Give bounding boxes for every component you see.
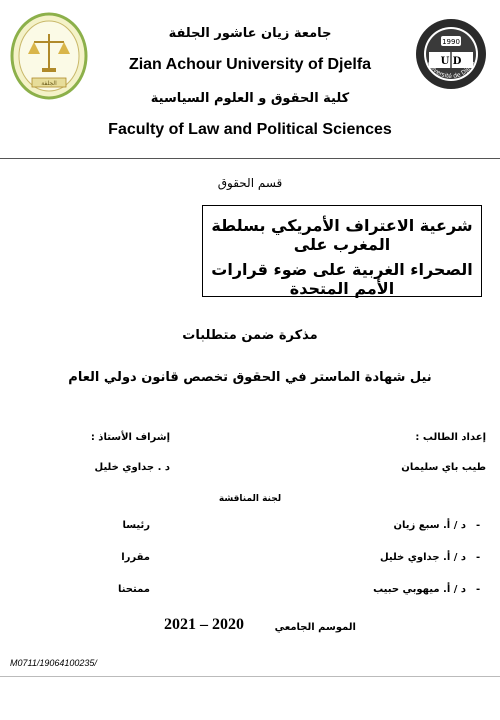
faculty-emblem-logo	[10, 12, 88, 100]
academic-year-label: الموسم الجامعي	[274, 622, 356, 633]
seal-letters-text: U D	[440, 56, 462, 67]
student-name: طيب باي سليمان	[401, 462, 486, 473]
university-name-arabic: جامعة زيان عاشور الجلفة	[168, 26, 332, 41]
committee-member-row	[0, 552, 500, 572]
committee-member-role: ممتحنا	[117, 584, 150, 595]
footer-divider	[0, 676, 500, 677]
thesis-title-line-1: شرعية الاعتراف الأمريكي بسلطة المغرب على	[211, 216, 473, 254]
document-reference: M0711/19064100235/	[10, 658, 97, 668]
university-seal-logo	[415, 18, 487, 90]
committee-bullet: -	[476, 584, 481, 595]
student-label: إعداد الطالب :	[415, 432, 486, 443]
committee-member-name: د / أ. جداوي خليل	[379, 552, 466, 563]
committee-member-role: رئيسا	[122, 520, 150, 531]
university-name-english: Zian Achour University of Djelfa	[128, 56, 372, 73]
committee-title: لجنة المناقشة	[218, 494, 282, 504]
faculty-name-arabic: كلية الحقوق و العلوم السياسية	[150, 91, 350, 106]
committee-bullet: -	[476, 520, 481, 531]
degree-statement: نيل شهادة الماستر في الحقوق تخصص قانون دولي العام	[68, 370, 432, 385]
committee-member-role: مقررا	[121, 552, 150, 563]
supervisor-label: إشراف الأستاذ :	[90, 432, 170, 443]
seal-year-text: 1990	[442, 38, 460, 46]
memo-type: مذكرة ضمن متطلبات	[182, 328, 318, 343]
committee-member-name: د / أ. ميهوبي حبيب	[373, 584, 466, 595]
committee-list	[0, 520, 500, 610]
header-divider	[0, 158, 500, 159]
committee-bullet: -	[476, 552, 481, 563]
faculty-name-english: Faculty of Law and Political Sciences	[108, 121, 392, 138]
committee-member-name: د / أ. سبع زيان	[393, 520, 466, 531]
committee-member-row	[0, 520, 500, 540]
academic-year-value: 2021 – 2020	[164, 616, 244, 633]
department-label: قسم الحقوق	[217, 176, 283, 190]
emblem-caption-text: الجلفة	[41, 80, 57, 87]
supervisor-name: د . جداوي خليل	[94, 462, 170, 473]
committee-member-row	[0, 584, 500, 604]
thesis-title-line-2: الصحراء الغربية على ضوء قرارات الأمم المتحدة	[211, 260, 473, 298]
seal-caption-text: Université de Djelfa	[425, 59, 477, 81]
